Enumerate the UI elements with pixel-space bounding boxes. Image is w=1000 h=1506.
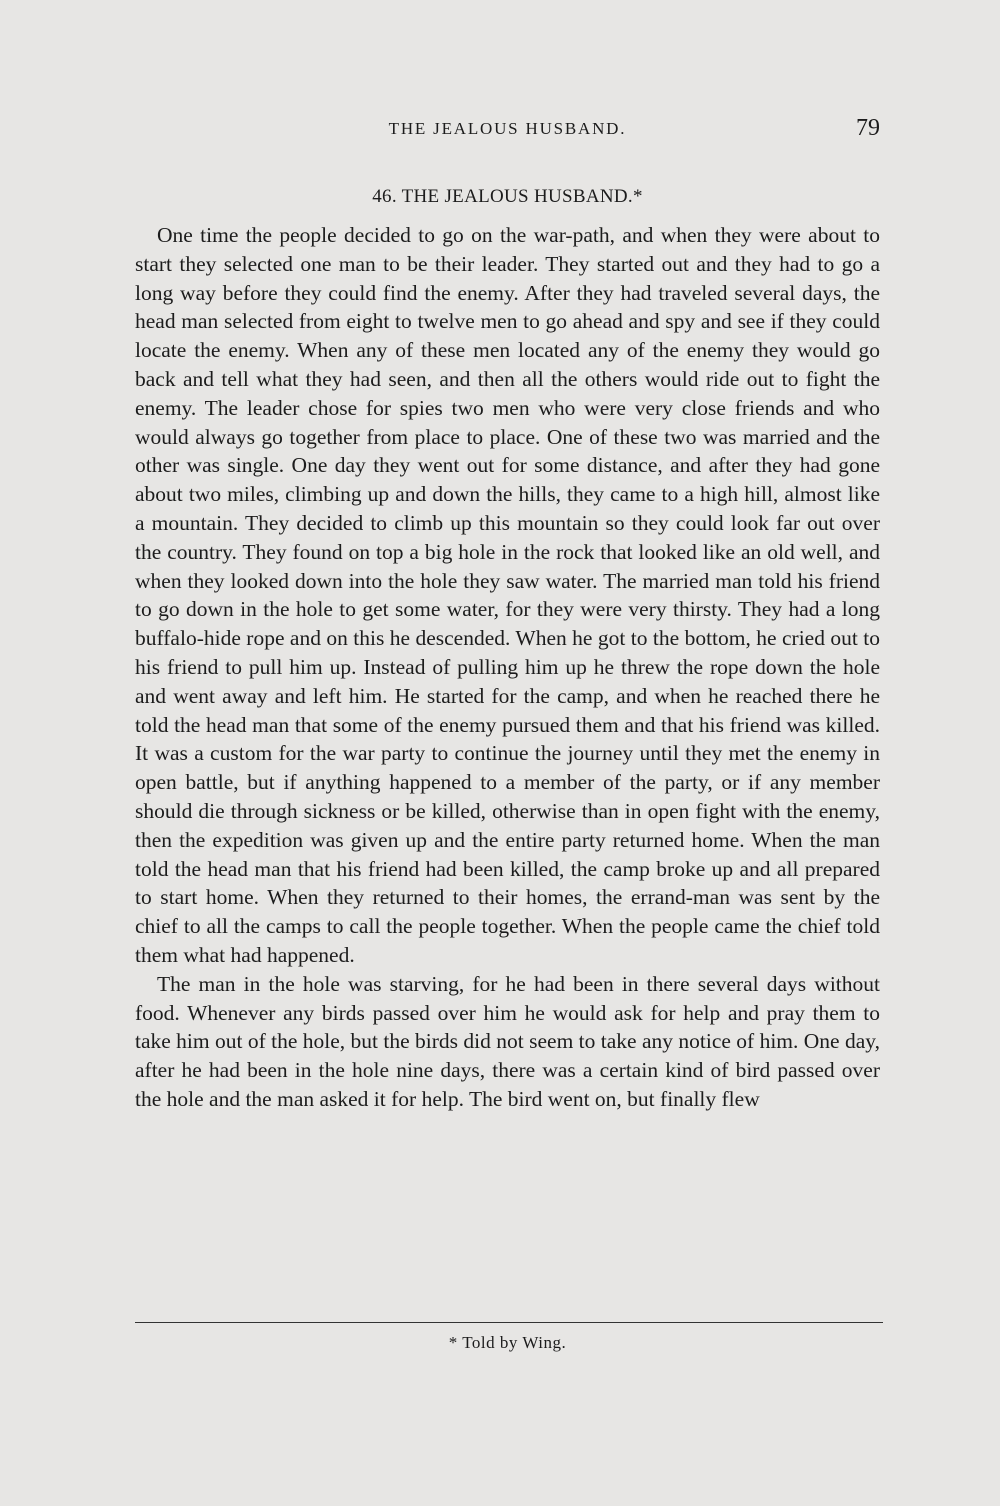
footnote: * Told by Wing. — [448, 1333, 567, 1352]
paragraph: One time the people decided to go on the war-path, and when they were about to start they selected one man to be their leader. They started out and they had to go a long way before they could find the enemy. After they had traveled several days, the head man selected from eight to twelve men to go ahead and spy and see if they could locate the enemy. When any of these men located any of the enemy they would go back and tell what they had seen, and then all the others would ride out to fight the enemy. The leader chose for spies two men who were very close friends and who would always go together from place to place. One of these two was married and the other was single. One day they went out for some distance, and after they had gone about two miles, climbing up and down the hills, they came to a high hill, almost like a mountain. They decided to climb up this mountain so they could look far out over the country. They found on top a big hole in the rock that looked like an old well, and when they looked down into the hole they saw water. The married man told his friend to go down in the hole to get some water, for they were very thirsty. They had a long buffalo-hide rope and on this he descended. When he got to the bottom, he cried out to his friend to pull him up. Instead of pulling him up he threw the rope down the hole and went away and left him. He started for the camp, and when he reached there he told the head man that some of the enemy pursued them and that his friend was killed. It was a custom for the war party to continue the journey until they met the enemy in open battle, but if anything happened to a member of the party, or if any member should die through sickness or be killed, otherwise than in open fight with the enemy, then the expedition was given up and the entire party returned home. When the man told the head man that his friend had been killed, the camp broke up and all prepared to start home. When they returned to their homes, the errand-man was sent by the chief to all the camps to call the people together. When the people came the chief told them what had happened. — [135, 223, 880, 967]
running-title: THE JEALOUS HUSBAND. — [388, 119, 627, 138]
footnote-divider — [135, 1322, 883, 1323]
story-body — [135, 221, 880, 1114]
page-number: 79 — [856, 115, 880, 141]
running-head — [135, 115, 880, 143]
story-title: 46. THE JEALOUS HUSBAND.* — [372, 186, 643, 207]
paragraph: The man in the hole was starving, for he had been in there several days without food. Whenever any birds passed over him he would ask for help and pray them to take him out of the hole, but the birds did not seem to take any notice of him. One day, after he had been in the hole nine days, there was a certain kind of bird passed over the hole and the man asked it for help. The bird went on, but finally flew — [135, 971, 880, 1111]
